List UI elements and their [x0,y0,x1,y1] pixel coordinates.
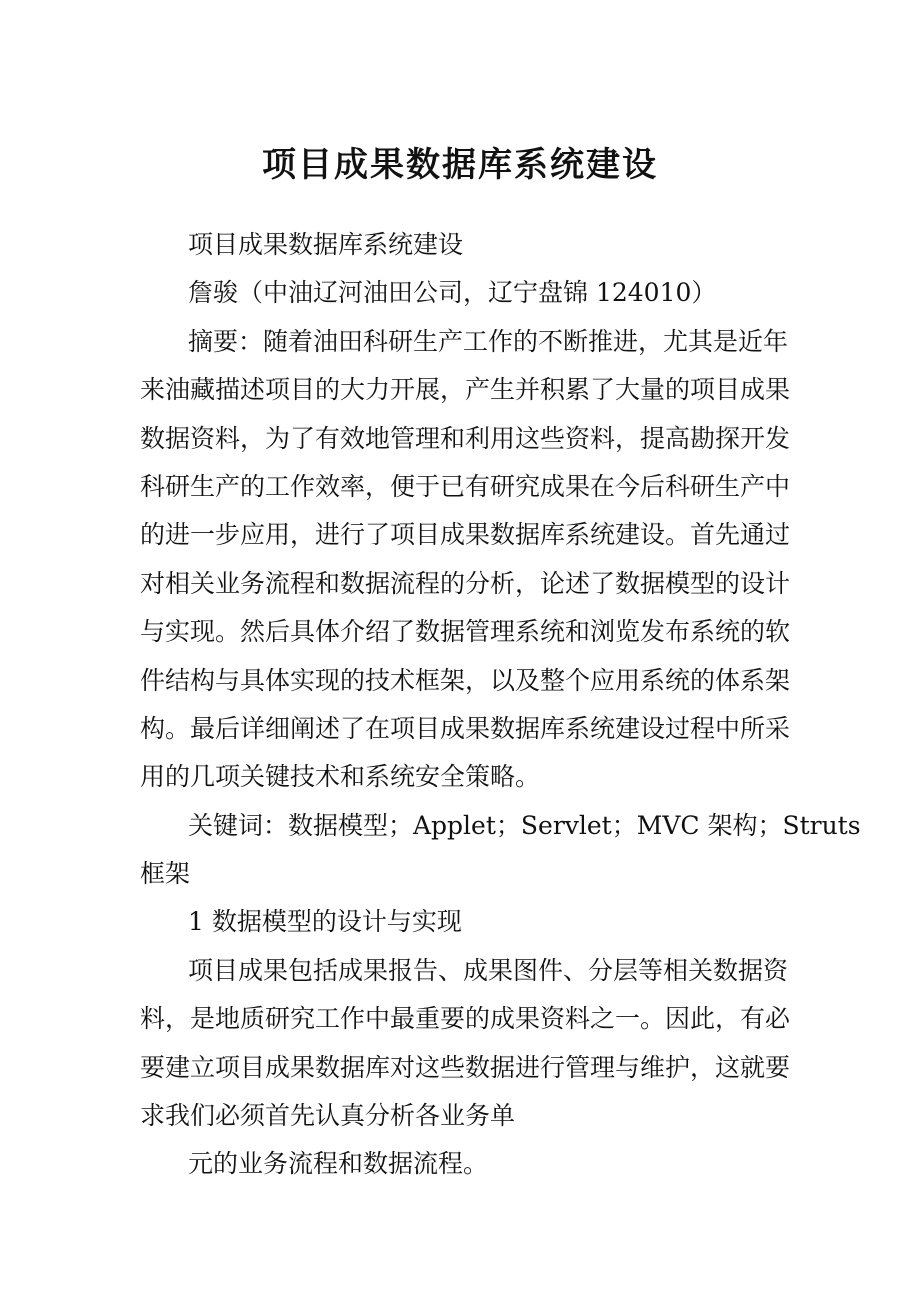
text-line: 科研生产的工作效率，便于已有研究成果在今后科研生产中 [140,471,791,501]
text-line: 件结构与具体实现的技术框架，以及整个应用系统的体系架 [140,665,791,695]
paragraph-keywords [140,802,861,899]
paragraph-abstract [140,318,791,802]
text-line: 料，是地质研究工作中最重要的成果资料之一。因此，有必 [140,1004,791,1034]
text-line: 来油藏描述项目的大力开展，产生并积累了大量的项目成果 [140,375,791,405]
text-line: 元的业务流程和数据流程。 [188,1149,489,1179]
text-line: 对相关业务流程和数据流程的分析，论述了数据模型的设计 [140,568,791,598]
paragraph-section-body [140,947,791,1141]
document-body [140,221,861,1189]
text-line: 用的几项关键技术和系统安全策略。 [140,762,541,792]
paragraph-subtitle [140,221,784,269]
text-line: 框架 [140,859,191,889]
text-line: 数据资料，为了有效地管理和利用这些资料，提高勘探开发 [140,423,791,453]
paragraph-author [140,269,784,317]
text-line: 项目成果包括成果报告、成果图件、分层等相关数据资 [188,955,789,985]
document-title: 项目成果数据库系统建设 [262,145,658,185]
text-line: 与实现。然后具体介绍了数据管理系统和浏览发布系统的软 [140,617,791,647]
paragraph-section-heading [140,898,784,946]
text-line: 要建立项目成果数据库对这些数据进行管理与维护，这就要 [140,1052,791,1082]
text-line: 詹骏（中油辽河油田公司，辽宁盘锦 124010） [188,278,717,308]
text-line: 项目成果数据库系统建设 [188,230,464,259]
paragraph-continuation [140,1140,784,1188]
text-line: 求我们必须首先认真分析各业务单 [140,1101,516,1131]
text-line: 关键词：数据模型；Applet；Servlet；MVC 架构；Struts [188,810,861,840]
text-line: 摘要：随着油田科研生产工作的不断推进，尤其是近年 [188,326,789,356]
text-line: 的进一步应用，进行了项目成果数据库系统建设。首先通过 [140,520,791,550]
text-line: 1 数据模型的设计与实现 [188,907,462,937]
text-line: 构。最后详细阐述了在项目成果数据库系统建设过程中所采 [140,713,791,743]
